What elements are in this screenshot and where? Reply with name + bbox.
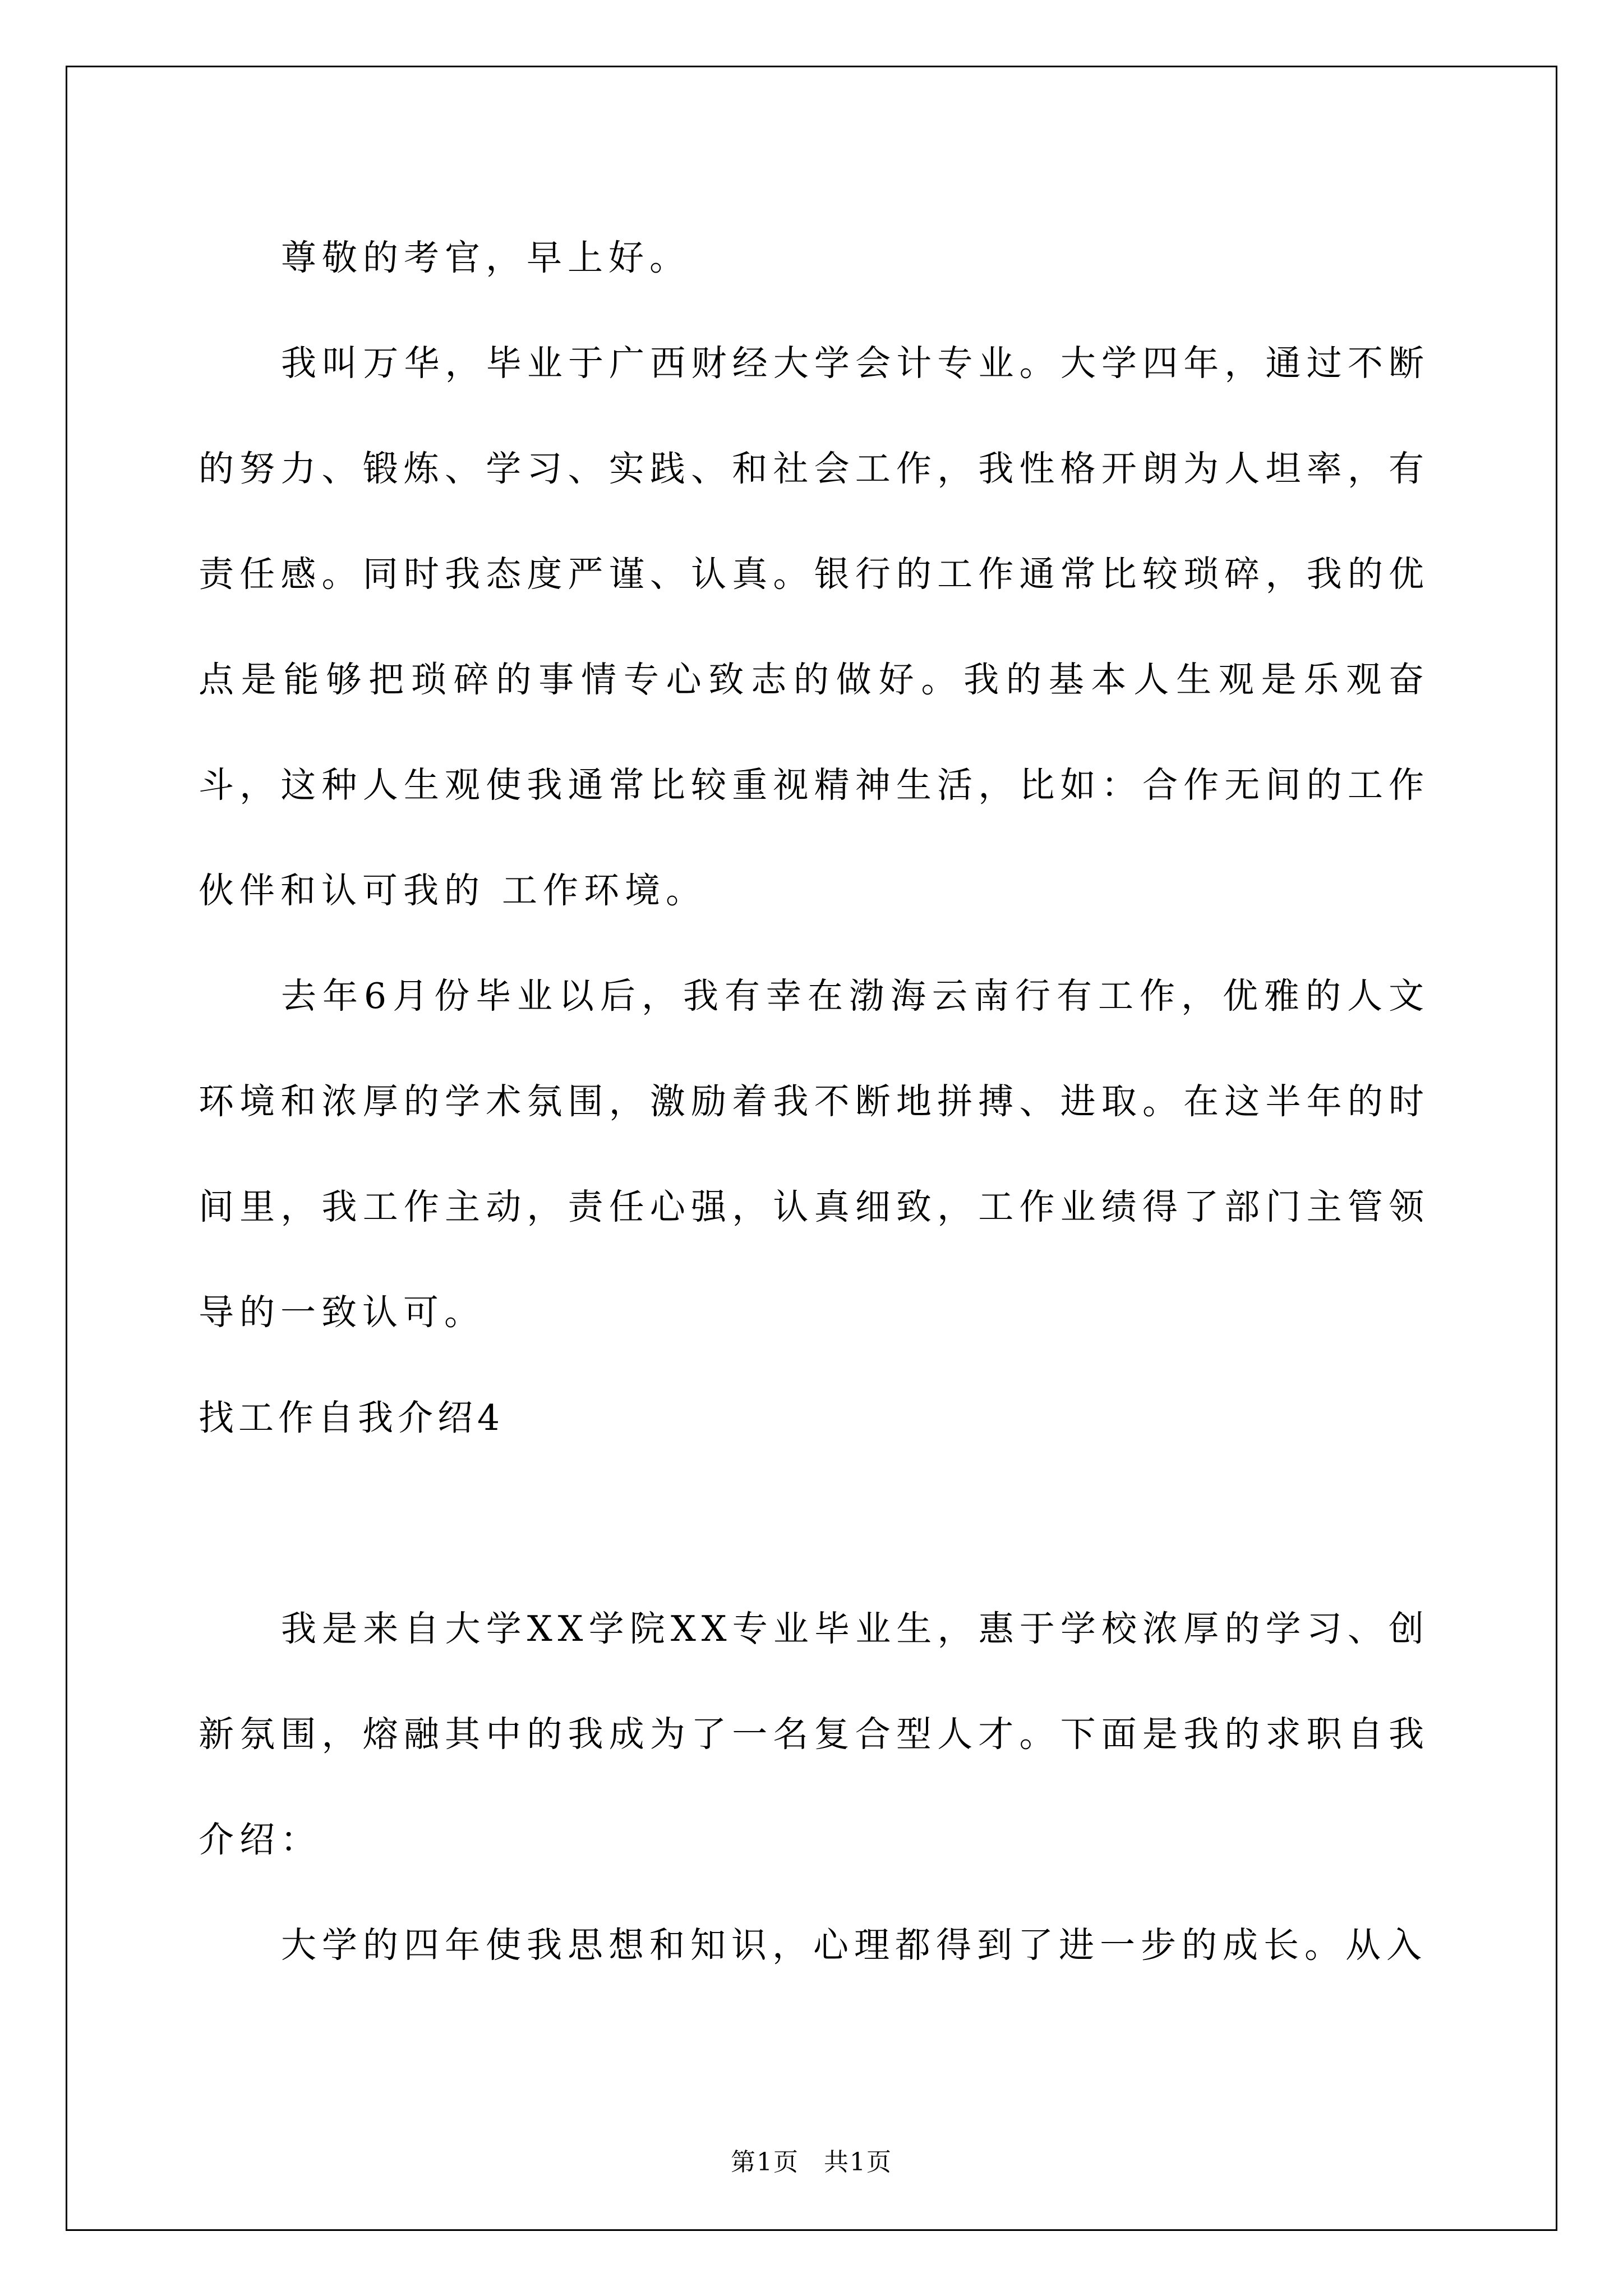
section-heading: 找工作自我介绍4 <box>199 1397 505 1438</box>
paragraph-introduction: 我叫万华，毕业于广西财经大学会计专业。大学四年，通过不断的努力、锻炼、学习、实践、和社会工作，我性格开朗为人坦率，有责任感。同时我态度严谨、认真。银行的工作通常比较琐碎，我的优点是能够把琐碎的事情专心致志的做好。我的基本人生观是乐观奋斗，这种人生观使我通常比较重视精神生活，比如：合作无间的工作伙伴和认可我的 工作环境。 <box>199 343 1430 911</box>
total-pages: 共1页 <box>824 2148 892 2177</box>
blank-line <box>199 1471 1430 1576</box>
paragraph-work-experience: 去年6月份毕业以后，我有幸在渤海云南行有工作，优雅的人文环境和浓厚的学术氛围，激励着我不断地拼搏、进取。在这半年的时间里，我工作主动，责任心强，认真细致，工作业绩得了部门主管领导的一致认可。 <box>199 976 1430 1333</box>
document-body <box>199 205 1430 1998</box>
paragraph-university-growth: 大学的四年使我思想和知识，心理都得到了进一步的成长。从入 <box>281 1925 1427 1966</box>
page-footer <box>0 2142 1623 2178</box>
paragraph-greeting: 尊敬的考官，早上好。 <box>281 237 690 278</box>
paragraph-background: 我是来自大学XX学院XX专业毕业生，惠于学校浓厚的学习、创新氛围，熔融其中的我成为了一名复合型人才。下面是我的求职自我介绍： <box>199 1608 1430 1860</box>
page-number: 第1页 <box>731 2148 799 2177</box>
